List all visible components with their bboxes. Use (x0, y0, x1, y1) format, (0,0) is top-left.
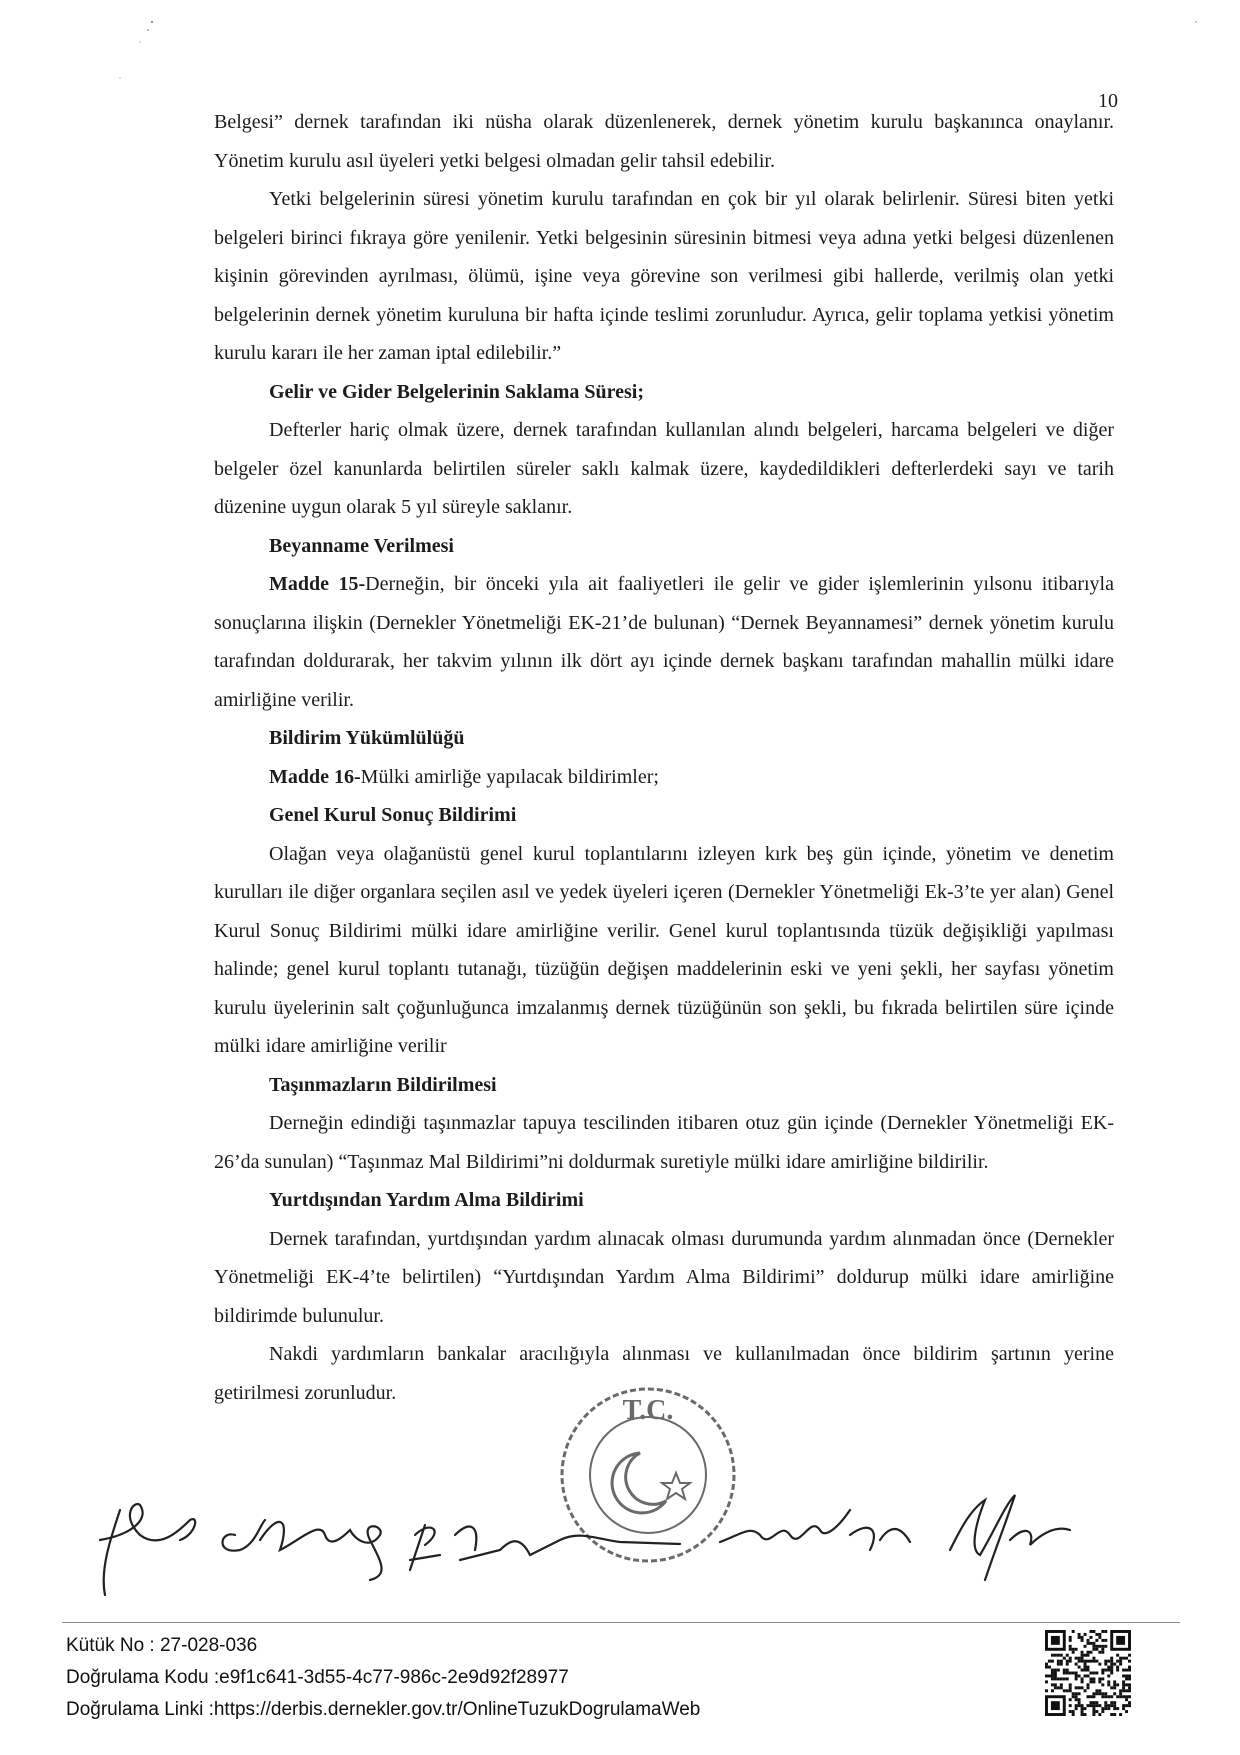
paragraph-yetki-suresi: Yetki belgelerinin süresi yönetim kurulu tarafından en çok bir yıl olarak belirlenir. Süresi biten yetki belgeleri birinci fıkraya göre yenilenir. Yetki belgesinin süresinin bitmesi veya adına yetki belgesi düzenlenen kişinin görevinden ayrılması, ölümü, işine veya görevine son verilmesi gibi hallerde, verilmiş olan yetki belgelerinin dernek yönetim kuruluna bir hafta içinde teslimi zorunludur. Ayrıca, gelir toplama yetkisi yönetim kurulu kararı ile her zaman iptal edilebilir.” (214, 188, 1114, 364)
paragraph-genel-kurul: Olağan veya olağanüstü genel kurul toplantılarını izleyen kırk beş gün içinde, yönetim ve denetim kurulları ile diğer organlara seçilen asıl ve yedek üyeleri içeren (Dernekler Yönetmeliği Ek-3’te yer alan) Genel Kurul Sonuç Bildirimi mülki idare amirliğine verilir. Genel kurul toplantısında tüzük değişikliği yapılması halinde; genel kurul toplantı tutanağı, tüzüğün değişen maddelerinin eski ve yeni şekli, her sayfası yönetim kurulu üyelerinin salt çoğunluğunca imzalanmış dernek tüzüğünün son şekli, bu fıkrada belirtilen süre içinde mülki idare amirliğine verilir (214, 842, 1114, 1057)
heading-yurtdisi-yardim: Yurtdışından Yardım Alma Bildirimi (269, 1189, 584, 1211)
stamp-text: T.C. (622, 1395, 674, 1426)
paragraph-yurtdisi-yardim: Dernek tarafından, yurtdışından yardım alınacak olması durumunda yardım alınmadan önce (Dernekler Yönetmeliği EK-4’te belirtilen) “Yurtdışından Yardım Alma Bildirimi” doldurup mülki idare amirliğine bildirimde bulunulur. (214, 1227, 1114, 1327)
signature-3 (410, 1525, 680, 1570)
madde-15-text: Derneğin, bir önceki yıla ait faaliyetleri ile gelir ve gider işlemlerinin yılsonu itibarıyla sonuçlarına ilişkin (Dernekler Yönetmeliği EK-21’de bulunan) “Dernek Beyannamesi” dernek yönetim kurulu tarafından doldurarak, her takvim yılının ilk dört ayı içinde dernek başkanı tarafından mahallin mülki idare amirliğine verilir. (214, 573, 1114, 711)
signature-5 (950, 1495, 1070, 1580)
paragraph-nakdi-yardim: Nakdi yardımların bankalar aracılığıyla alınması ve kullanılmadan önce bildirim şartının yerine getirilmesi zorunludur. (214, 1343, 1114, 1404)
madde-15-label: Madde 15- (269, 573, 366, 595)
signature-4 (720, 1510, 910, 1550)
heading-genel-kurul-sonuc: Genel Kurul Sonuç Bildirimi (269, 804, 517, 826)
heading-bildirim-yukumlulugu: Bildirim Yükümlülüğü (269, 727, 465, 749)
qr-code-icon[interactable] (1045, 1630, 1131, 1716)
paragraph-yetki-belgesi: Belgesi” dernek tarafından iki nüsha olarak düzenlenerek, dernek yönetim kurulu başkanınca onaylanır. Yönetim kurulu asıl üyeleri yetki belgesi olmadan gelir tahsil edebilir. (214, 111, 1114, 172)
verification-footer (66, 1630, 700, 1726)
dogrulama-kodu: Doğrulama Kodu :e9f1c641-3d55-4c77-986c-2e9d92f28977 (66, 1667, 569, 1688)
heading-beyanname: Beyanname Verilmesi (269, 534, 454, 557)
paragraph-tasinmazlar: Derneğin edindiği taşınmazlar tapuya tescilinden itibaren otuz gün içinde (Dernekler Yönetmeliği EK-26’da sunulan) “Taşınmaz Mal Bildirimi”ni doldurmak suretiyle mülki idare amirliğine bildirilir. (214, 1112, 1114, 1173)
heading-tasinmazlar: Taşınmazların Bildirilmesi (269, 1073, 497, 1096)
dogrulama-linki[interactable]: Doğrulama Linki :https://derbis.dernekler.gov.tr/OnlineTuzukDogrulamaWeb (66, 1699, 701, 1720)
signature-1 (100, 1504, 195, 1595)
signature-2 (223, 1520, 382, 1580)
page-number: 10 (1098, 90, 1118, 112)
madde-16-label: Madde 16- (269, 765, 361, 788)
madde-16 (214, 758, 1114, 797)
document-body (214, 103, 1114, 1412)
madde-15 (214, 565, 1114, 719)
heading-saklama-suresi: Gelir ve Gider Belgelerinin Saklama Süresi; (269, 380, 644, 403)
madde-16-text: Mülki amirliğe yapılacak bildirimler; (360, 765, 659, 788)
footer-divider (62, 1622, 1180, 1623)
signatures (80, 1480, 1180, 1610)
kutuk-no: Kütük No : 27-028-036 (66, 1635, 258, 1656)
paragraph-saklama: Defterler hariç olmak üzere, dernek tarafından kullanılan alındı belgeleri, harcama belgeleri ve diğer belgeler özel kanunlarda belirtilen süreler saklı kalmak üzere, kaydedildikleri defterlerdeki sayı ve tarih düzenine uygun olarak 5 yıl süreyle saklanır. (214, 419, 1114, 518)
